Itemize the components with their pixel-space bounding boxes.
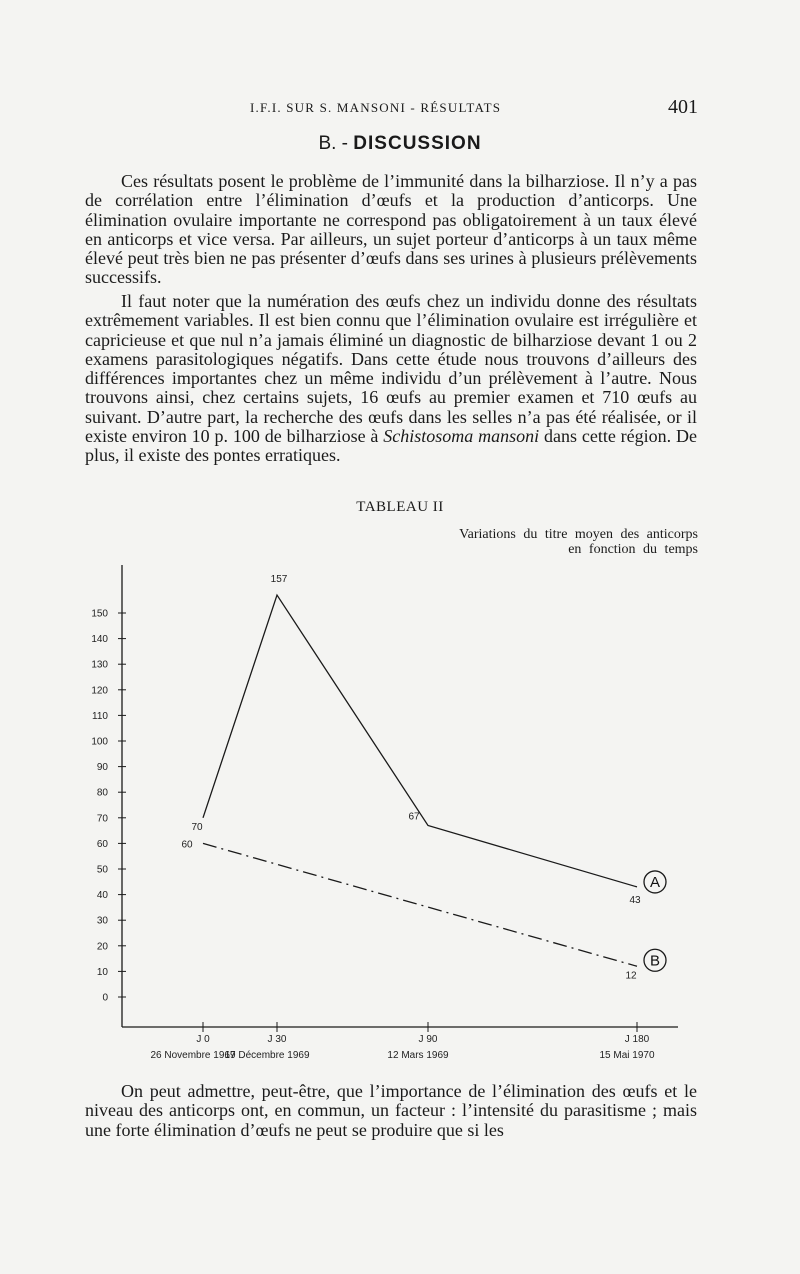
series-a-label-180: 43: [629, 894, 641, 906]
series-b-line: [203, 843, 637, 966]
x-tick-label-0: J 0: [196, 1034, 210, 1045]
table-label: TABLEAU II: [356, 499, 444, 515]
y-tick-label-100: 100: [91, 736, 108, 748]
x-date-label-0: 26 Novembre 1969: [150, 1050, 236, 1061]
series-a-label-90: 67: [408, 811, 420, 823]
y-tick-label-10: 10: [96, 966, 108, 978]
x-date-label-180: 15 Mai 1970: [599, 1050, 655, 1061]
y-tick-label-0: 0: [102, 992, 108, 1004]
y-tick-label-150: 150: [91, 608, 108, 620]
caption-line-1: Variations du titre moyen des anticorps: [459, 527, 698, 542]
y-tick-label-60: 60: [96, 838, 108, 850]
y-tick-label-40: 40: [96, 890, 108, 902]
section-letter: B. -: [318, 133, 349, 154]
x-tick-label-30: J 30: [267, 1034, 287, 1045]
series-b-label-180: 12: [625, 970, 637, 982]
series-b-label-0: 60: [181, 839, 193, 851]
x-tick-label-90: J 90: [418, 1034, 438, 1045]
species-name: Schistosoma mansoni: [383, 426, 540, 447]
y-tick-label-120: 120: [91, 685, 108, 697]
y-tick-label-130: 130: [91, 659, 108, 671]
page-number: 401: [668, 96, 698, 118]
x-date-label-90: 12 Mars 1969: [387, 1050, 449, 1061]
y-tick-label-140: 140: [91, 634, 108, 646]
paragraph-2: Il faut noter que la numération des œufs chez un individu donne des résultats extrêmement variables. Il est bien connu que l’élimination ovulaire est irrégulière et capricieuse et que nul n’a jamais éliminé un diagnostic de bilharziose devant 1 ou 2 examens parasitologiques négatifs. Dans cette étude nous trouvons d’ailleurs des différences importantes chez un même individu d’un prélèvement à l’autre. Nous trouvons ainsi, chez certains sujets, 16 œufs au premier examen et 710 œufs au suivant. D’autre part, la recherche des œufs dans les selles n’a pas été réalisée, or il existe environ 10 p. 100 de bilharziose à Schistosoma mansoni dans cette région. De plus, il existe des pontes erratiques.: [85, 291, 698, 466]
y-tick-label-70: 70: [96, 813, 108, 825]
series-a-line: [203, 595, 637, 887]
y-tick-label-110: 110: [92, 710, 108, 722]
paragraph-3: On peut admettre, peut-être, que l’importance de l’élimination des œufs et le niveau des anticorps ont, en commun, un facteur : l’intensité du parasitisme ; mais une forte élimination d’œufs ne peut se produire que si les: [85, 1081, 697, 1140]
y-tick-label-80: 80: [96, 787, 108, 799]
y-tick-label-50: 50: [96, 864, 108, 876]
y-tick-label-30: 30: [96, 915, 108, 927]
section-heading: DISCUSSION: [353, 133, 482, 154]
caption-line-2: en fonction du temps: [568, 542, 698, 557]
running-head: I.F.I. SUR S. MANSONI - RÉSULTATS: [250, 100, 502, 115]
series-a-label-30: 157: [270, 574, 288, 586]
paragraph-1: Ces résultats posent le problème de l’immunité dans la bilharziose. Il n’y a pas de corrélation entre l’élimination d’œufs et la production d’anticorps. Une élimination ovulaire importante ne correspond pas obligatoirement à un taux élevé en anticorps et vice versa. Par ailleurs, un sujet porteur d’anticorps à un taux même élevé peut très bien ne pas présenter d’œufs dans ses urines à plusieurs prélèvements successifs.: [85, 171, 697, 288]
x-tick-label-180: J 180: [624, 1034, 650, 1045]
y-tick-label-20: 20: [96, 941, 108, 953]
x-date-label-30: 17 Décembre 1969: [224, 1050, 310, 1061]
series-a-name: A: [649, 873, 661, 891]
series-a-label-0: 70: [191, 821, 203, 833]
y-tick-label-90: 90: [96, 762, 108, 774]
series-b-name: B: [649, 952, 661, 970]
